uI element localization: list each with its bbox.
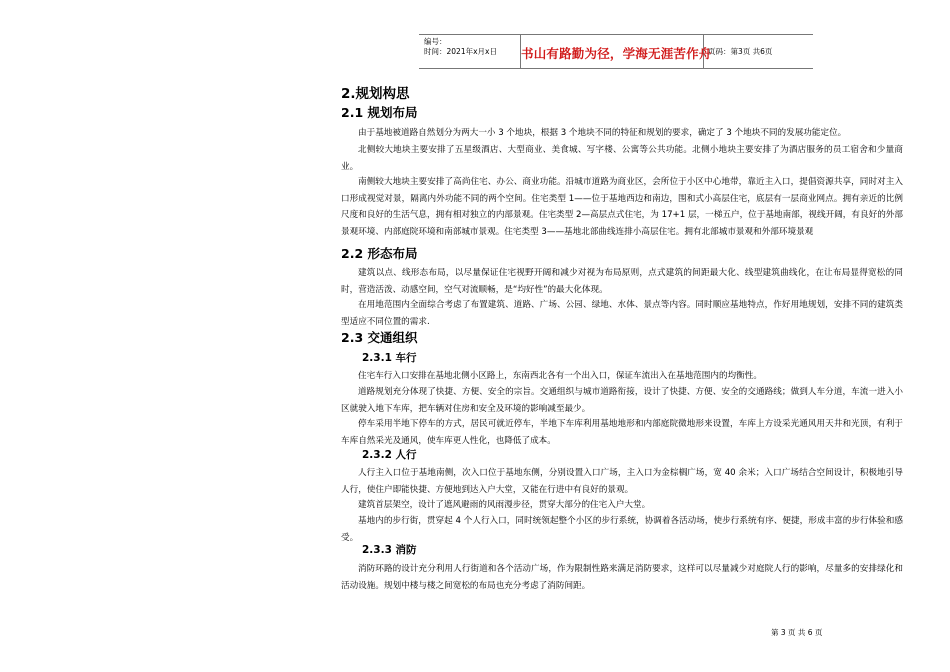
heading-2-3-3: 2.3.3 消防 [362,544,417,556]
heading-2-1: 2.1 规划布局 [341,105,418,120]
section-title: 2.规划构思 [341,86,410,102]
header-motto: 书山有路勤为径，学海无涯苦作舟 [521,46,712,61]
heading-2-3: 2.3 交通组织 [341,330,418,345]
header-page-cell [704,35,813,68]
document-number-label: 编号： [424,37,447,46]
paragraph: 道路规划充分体现了快捷、方便、安全的宗旨。交通组织与城市道路衔接，设计了快捷、方便、安全的交通路线；做到人车分道，车流一进入小区就驶入地下车库，把车辆对住房和安全及环境的影响减至最少。 [341,387,903,414]
heading-2-3-2: 2.3.2 人行 [362,449,417,461]
paragraph: 由于基地被道路自然划分为两大一小 3 个地块，根据 3 个地块不同的特征和规划的要求，确定了 3 个地块不同的发展功能定位。 [358,128,847,138]
paragraph: 人行主入口位于基地南侧，次入口位于基地东侧，分别设置入口广场，主入口为金棕榈广场，宽 40 余米；入口广场结合空间设计，积极地引导人行，使住户即能快捷、方便地到达入户大堂，又能在行进中有良好的景观。 [341,468,903,495]
paragraph: 北侧较大地块主要安排了五星级酒店、大型商业、美食城、写字楼、公寓等公共功能。北侧小地块主要安排了为酒店服务的员工宿舍和少量商业。 [341,145,903,172]
header-motto-cell [521,35,712,68]
heading-2-3-1: 2.3.1 车行 [362,352,417,364]
heading-2-2: 2.2 形态布局 [341,246,418,261]
paragraph: 住宅车行入口安排在基地北侧小区路上，东南西北各有一个出入口，保证车流出入在基地范围内的均衡性。 [358,371,762,381]
paragraph: 在用地范围内全面综合考虑了布置建筑、道路、广场、公园、绿地、水体、景点等内容。同时顺应基地特点，作好用地规划，安排不同的建筑类型适应不同位置的需求. [341,300,903,327]
paragraph: 南侧较大地块主要安排了高尚住宅、办公、商业功能。沿城市道路为商业区，会所位于小区中心地带，靠近主入口，提倡资源共享，同时对主入口形成视觉对景，隔离内外功能不同的两个空间。住宅类型 1——位于基地西边和南边，围和式小高层住宅，底层有一层商业网点。拥有亲近的比例尺度和良好的生活气息，拥有相对独立的内部景观。住宅类型 2—高层点式住宅，为 17+1 层，一梯五户，位于基地南部，视线开阔，有良好的外部景观环境、内部庭院环境和南部城市景观。住宅类型 3——基地北部曲线连排小高层住宅。拥有北部城市景观和外部环境景观 [341,177,903,237]
paragraph: 建筑以点、线形态布局，以尽量保证住宅视野开阔和减少对视为布局原则，点式建筑的间距最大化、线型建筑曲线化，在让布局显得宽松的同时，营造活泼、动感空间，空气对流顺畅，是“均好性”的最大化体现。 [341,268,903,295]
header-page-number: 页码：第3页 共6页 [708,47,773,56]
header-meta-cell [419,35,521,68]
paragraph: 停车采用半地下停车的方式，居民可就近停车，半地下车库利用基地地形和内部庭院微地形来设置，车库上方设采光通风用天井和光顶，有利于车库自然采光及通风，使车库更人性化，也降低了成本。 [341,419,903,446]
page-footer: 第 3 页 共 6 页 [771,628,823,637]
paragraph: 建筑首层架空，设计了遮风避雨的风雨漫步径，贯穿大部分的住宅入户大堂。 [358,500,651,510]
paragraph: 消防环路的设计充分利用人行街道和各个活动广场，作为限制性路来满足消防要求，这样可以尽量减少对庭院人行的影响，尽量多的安排绿化和活动设施。规划中楼与楼之间宽松的布局也充分考虑了消防间距。 [341,564,903,591]
page-header [419,34,813,69]
paragraph: 基地内的步行街，贯穿起 4 个人行入口，同时统领起整个小区的步行系统，协调着各活动场，使步行系统有序、便捷，形成丰富的步行体验和感受。 [341,516,903,543]
document-time-label: 时间：2021年x月x日 [424,47,497,56]
